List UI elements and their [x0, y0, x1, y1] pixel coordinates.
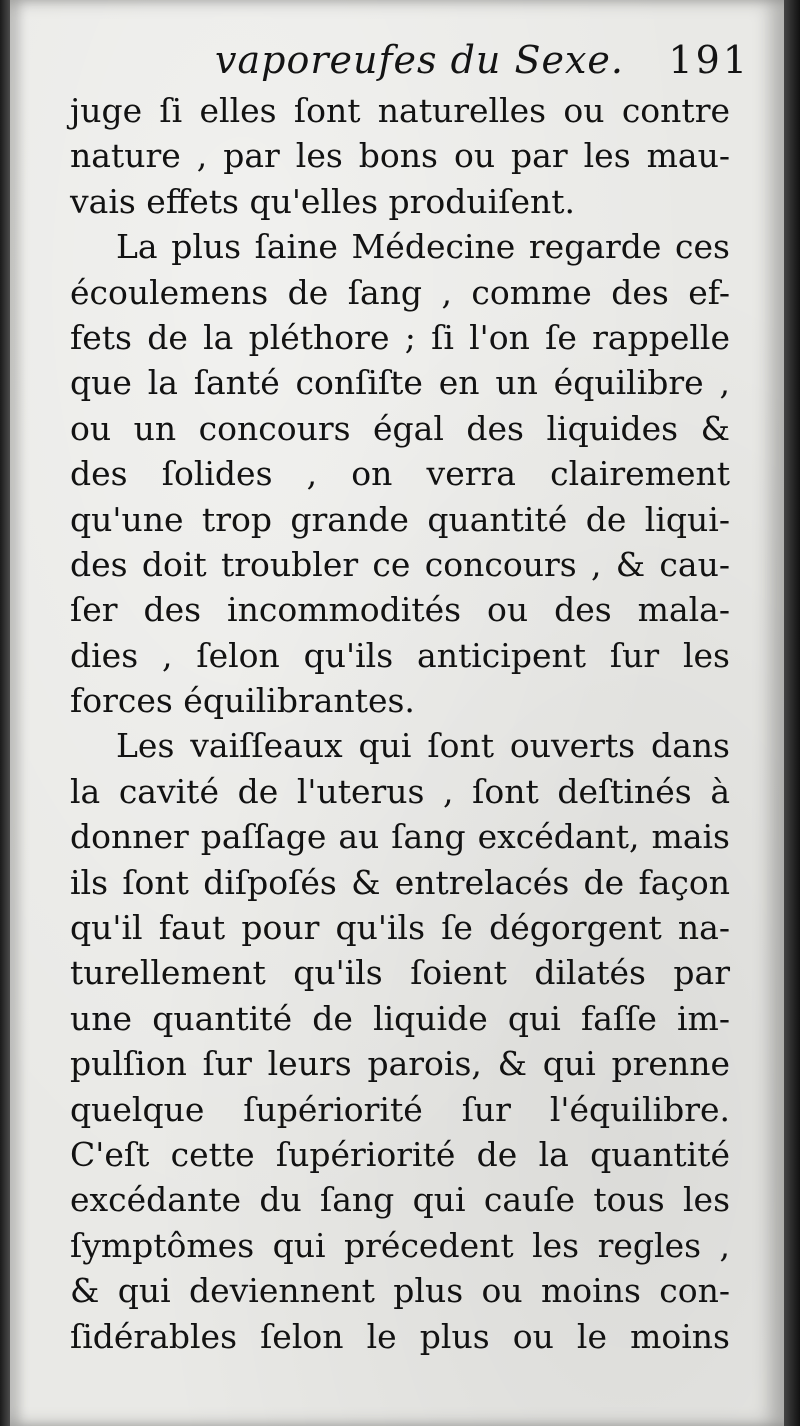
text-line: ſidérables ſelon le plus ou le moins: [70, 1316, 730, 1356]
text-line: nature , par les bons ou par les mau-: [70, 136, 730, 176]
text-line: vais effets qu'elles produiſent.: [70, 181, 575, 221]
text-line: ils ſont diſpoſés & entrelacés de façon: [70, 862, 730, 902]
text-line: & qui deviennent plus ou moins con-: [70, 1271, 730, 1311]
text-line: donner paſſage au ſang excédant, mais: [70, 817, 730, 857]
text-line: excédante du ſang qui cauſe tous les: [70, 1180, 730, 1220]
book-page: [10, 0, 785, 1426]
text-line: qu'une trop grande quantité de liqui-: [70, 499, 730, 539]
paragraph-start-line: La plus ſaine Médecine regarde ces: [116, 227, 730, 267]
text-line: écoulemens de ſang , comme des ef-: [70, 272, 730, 312]
text-line: ou un concours égal des liquides &: [70, 408, 730, 448]
running-head: vaporeufes du Sexe.: [215, 38, 624, 82]
text-line: qu'il faut pour qu'ils ſe dégorgent na-: [70, 908, 730, 948]
page-number: 191: [668, 38, 750, 82]
text-line: pulſion ſur leurs parois, & qui prenne: [70, 1044, 730, 1084]
text-line: forces équilibrantes.: [70, 681, 415, 721]
text-line: une quantité de liquide qui faſſe im-: [70, 998, 730, 1038]
text-line: ſer des incommodités ou des mala-: [70, 590, 730, 630]
page-header: [60, 38, 750, 88]
page-right-shadow: [784, 0, 800, 1426]
body-text: [70, 88, 730, 1359]
paragraph-start-line: Les vaiſſeaux qui ſont ouverts dans: [116, 726, 730, 766]
text-line: fets de la pléthore ; ſi l'on ſe rappelle: [70, 317, 730, 357]
text-line: turellement qu'ils ſoient dilatés par: [70, 953, 730, 993]
text-line: des ſolides , on verra clairement: [70, 454, 730, 494]
text-line: la cavité de l'uterus , ſont deſtinés à: [70, 771, 730, 811]
text-line: que la ſanté conſiſte en un équilibre ,: [70, 363, 730, 403]
text-line: ſymptômes qui précedent les regles ,: [70, 1225, 730, 1265]
text-line: dies , ſelon qu'ils anticipent ſur les: [70, 635, 730, 675]
text-line: C'eſt cette ſupériorité de la quantité: [70, 1134, 730, 1174]
text-line: quelque ſupériorité ſur l'équilibre.: [70, 1089, 730, 1129]
text-line: des doit troubler ce concours , & cau-: [70, 544, 730, 584]
text-line: juge ſi elles ſont naturelles ou contre: [70, 91, 730, 130]
